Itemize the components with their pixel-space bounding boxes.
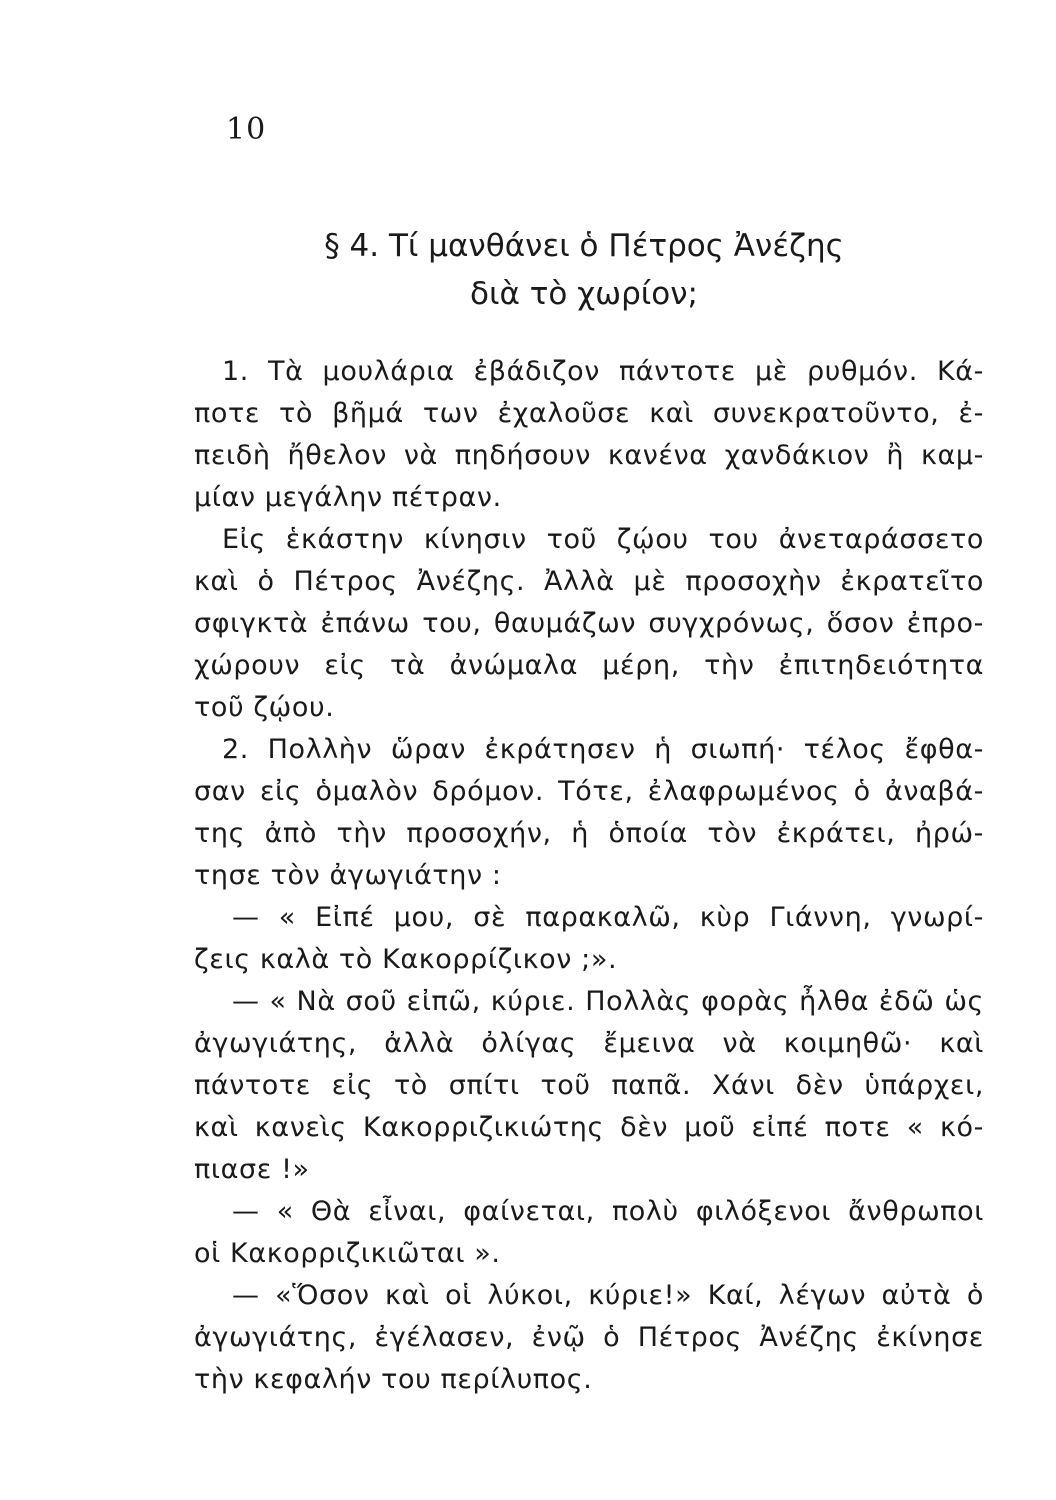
text-line: καὶ κανεὶς Κακορριζικιώτης δὲν μοῦ εἰπέ ποτε « κό- xyxy=(194,1112,984,1143)
text-line: σφιγκτὰ ἐπάνω του, θαυμάζων συγχρόνως, ὅσον ἐπρο- xyxy=(194,608,984,639)
chapter-title xyxy=(194,222,974,318)
text-line: ἀγωγιάτης, ἐγέλασεν, ἐνῷ ὁ Πέτρος Ἀνέζης ἐκίνησε xyxy=(194,1322,984,1353)
text-line: — «Ὅσον καὶ οἱ λύκοι, κύριε!» Καί, λέγων αὐτὰ ὁ xyxy=(232,1280,984,1311)
text-line: μίαν μεγάλην πέτραν. xyxy=(194,482,502,513)
text-line: ποτε τὸ βῆμά των ἐχαλοῦσε καὶ συνεκρατοῦντο, ἐ- xyxy=(194,398,984,429)
text-line: πιασε !» xyxy=(194,1154,310,1185)
text-line: 2. Πολλὴν ὥραν ἐκράτησεν ἡ σιωπή· τέλος ἔφθα- xyxy=(222,734,984,765)
chapter-title-line-1: § 4. Τί μανθάνει ὁ Πέτρος Ἀνέζης xyxy=(324,228,844,264)
text-line: ζεις καλὰ τὸ Κακορρίζικον ;». xyxy=(194,944,618,975)
text-line: τησε τὸν ἀγωγιάτην : xyxy=(194,860,502,891)
text-line: Εἰς ἑκάστην κίνησιν τοῦ ζῴου του ἀνεταράσσετο xyxy=(222,524,984,555)
text-line: — « Εἰπέ μου, σὲ παρακαλῶ, κὺρ Γιάννη, γνωρί- xyxy=(232,902,984,933)
text-line: ἀγωγιάτης, ἀλλὰ ὀλίγας ἔμεινα νὰ κοιμηθῶ· καὶ xyxy=(194,1028,984,1059)
text-line: τοῦ ζῴου. xyxy=(194,692,335,723)
text-line: — « Νὰ σοῦ εἰπῶ, κύριε. Πολλὰς φορὰς ἦλθα ἐδῶ ὡς xyxy=(232,986,984,1017)
text-line: 1. Τὰ μουλάρια ἐβάδιζον πάντοτε μὲ ρυθμόν. Κά- xyxy=(222,356,984,387)
text-line: σαν εἰς ὁμαλὸν δρόμον. Τότε, ἐλαφρωμένος ὁ ἀναβά- xyxy=(194,776,984,807)
text-line: καὶ ὁ Πέτρος Ἀνέζης. Ἀλλὰ μὲ προσοχὴν ἐκρατεῖτο xyxy=(194,566,984,597)
body-text xyxy=(194,351,984,1401)
text-line: οἱ Κακορριζικιῶται ». xyxy=(194,1238,501,1269)
text-line: της ἀπὸ τὴν προσοχήν, ἡ ὁποία τὸν ἐκράτει, ἠρώ- xyxy=(194,818,984,849)
page-number: 10 xyxy=(226,112,267,147)
text-line: τὴν κεφαλήν του περίλυπος. xyxy=(194,1364,593,1395)
text-line: πειδὴ ἤθελον νὰ πηδήσουν κανένα χανδάκιον ἢ καμ- xyxy=(194,440,984,471)
text-line: — « Θὰ εἶναι, φαίνεται, πολὺ φιλόξενοι ἄνθρωποι xyxy=(232,1196,984,1227)
text-line: πάντοτε εἰς τὸ σπίτι τοῦ παπᾶ. Χάνι δὲν ὑπάρχει, xyxy=(194,1070,984,1101)
text-line: χώρουν εἰς τὰ ἀνώμαλα μέρη, τὴν ἐπιτηδειότητα xyxy=(194,650,984,681)
chapter-title-line-2: διὰ τὸ χωρίον; xyxy=(470,276,698,312)
